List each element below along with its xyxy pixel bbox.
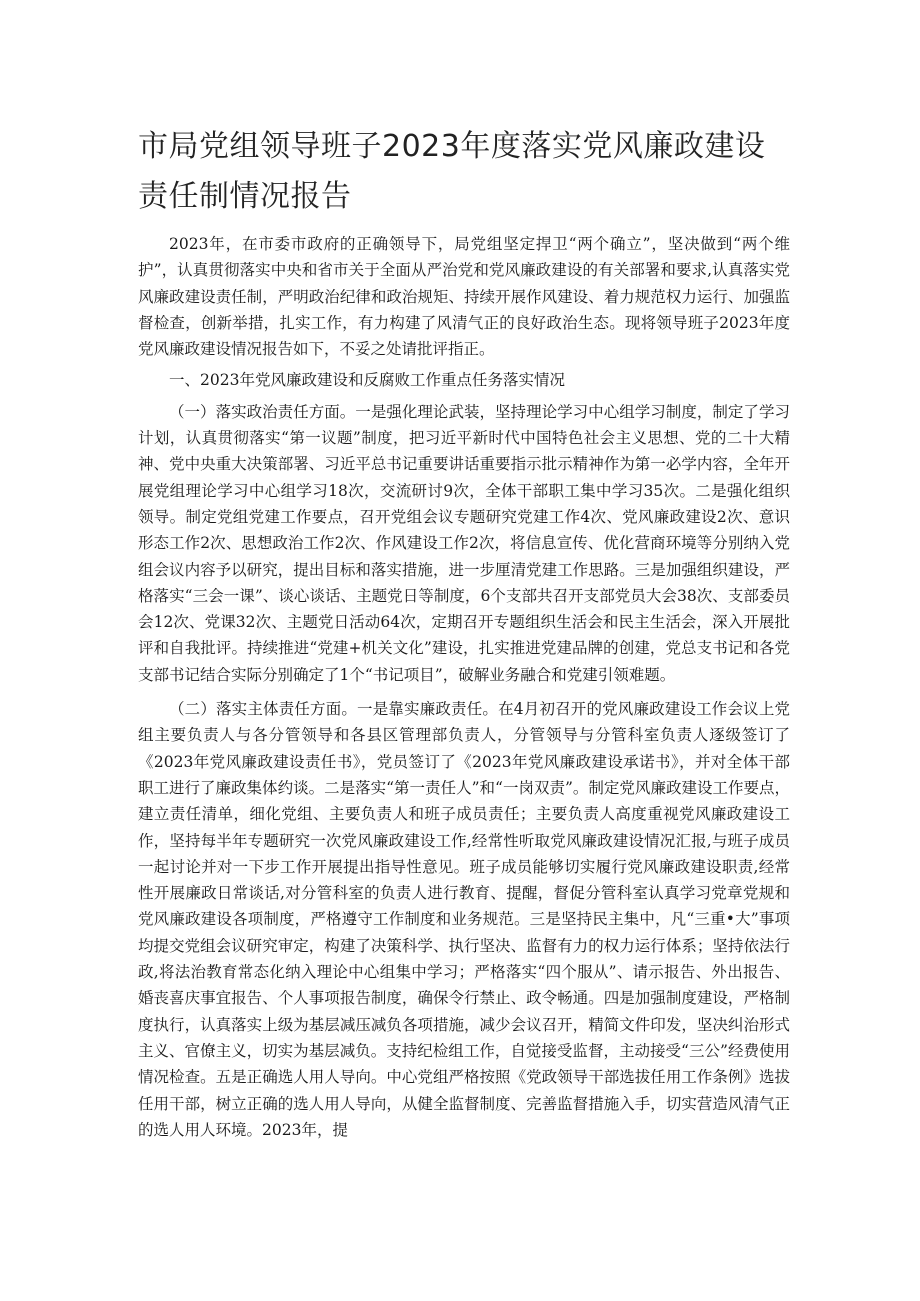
document-body bbox=[138, 231, 790, 1143]
document-title: 市局党组领导班子2023年度落实党风廉政建设责任制情况报告 bbox=[138, 129, 766, 214]
intro-paragraph: 2023年，在市委市政府的正确领导下，局党组坚定捍卫“两个确立”，坚决做到“两个维护”，认真贯彻落实中央和省市关于全面从严治党和党风廉政建设的有关部署和要求,认真落实党风廉政建设责任制，严明政治纪律和政治规矩、持续开展作风建设、着力规范权力运行、加强监督检查，创新举措，扎实工作，有力构建了风清气正的良好政治生态。现将领导班子2023年度党风廉政建设情况报告如下，不妥之处请批评指正。 bbox=[138, 235, 790, 359]
subsection-paragraph-main-responsibility: （二）落实主体责任方面。一是靠实廉政责任。在4月初召开的党风廉政建设工作会议上党组主要负责人与各分管领导和各县区管理部负责人，分管领导与分管科室负责人逐级签订了《2023年党风廉政建设责任书》，党员签订了《2023年党风廉政建设承诺书》，并对全体干部职工进行了廉政集体约谈。二是落实“第一责任人”和“一岗双责”。制定党风廉政建设工作要点，建立责任清单，细化党组、主要负责人和班子成员责任；主要负责人高度重视党风廉政建设工作，坚持每半年专题研究一次党风廉政建设工作,经常性听取党风廉政建设情况汇报,与班子成员一起讨论并对一下步工作开展提出指导性意见。班子成员能够切实履行党风廉政建设职责,经常性开展廉政日常谈话,对分管科室的负责人进行教育、提醒，督促分管科室认真学习党章党规和党风廉政建设各项制度，严格遵守工作制度和业务规范。三是坚持民主集中，凡“三重•大”事项均提交党组会议研究审定，构建了决策科学、执行坚决、监督有力的权力运行体系；坚持依法行政,将法治教育常态化纳入理论中心组集中学习；严格落实“四个服从”、请示报告、外出报告、婚丧喜庆事宜报告、个人事项报告制度，确保令行禁止、政令畅通。四是加强制度建设，严格制度执行，认真落实上级为基层减压减负各项措施，减少会议召开，精简文件印发，坚决纠治形式主义、官僚主义，切实为基层减负。支持纪检组工作，自觉接受监督，主动接受“三公”经费使用情况检查。五是正确选人用人导向。中心党组严格按照《党政领导干部选拔任用工作条例》选拔任用干部，树立正确的选人用人导向，从健全监督制度、完善监督措施入手，切实营造风清气正的选人用人环境。2023年，提 bbox=[138, 700, 790, 1139]
subsection-paragraph-political-responsibility: （一）落实政治责任方面。一是强化理论武装，坚持理论学习中心组学习制度，制定了学习计划，认真贯彻落实“第一议题”制度，把习近平新时代中国特色社会主义思想、党的二十大精神、党中央重大决策部署、习近平总书记重要讲话重要指示批示精神作为第一必学内容，全年开展党组理论学习中心组学习18次，交流研讨9次，全体干部职工集中学习35次。二是强化组织领导。制定党组党建工作要点，召开党组会议专题研究党建工作4次、党风廉政建设2次、意识形态工作2次、思想政治工作2次、作风建设工作2次，将信息宣传、优化营商环境等分别纳入党组会议内容予以研究，提出目标和落实措施，进一步厘清党建工作思路。三是加强组织建设，严格落实“三会一课”、谈心谈话、主题党日等制度，6个支部共召开支部党员大会38次、支部委员会12次、党课32次、主题党日活动64次，定期召开专题组织生活会和民主生活会，深入开展批评和自我批评。持续推进“党建+机关文化”建设，扎实推进党建品牌的创建，党总支书记和各党支部书记结合实际分别确定了1个“书记项目”，破解业务融合和党建引领难题。 bbox=[138, 402, 790, 684]
section-heading: 一、2023年党风廉政建设和反腐败工作重点任务落实情况 bbox=[169, 371, 565, 390]
